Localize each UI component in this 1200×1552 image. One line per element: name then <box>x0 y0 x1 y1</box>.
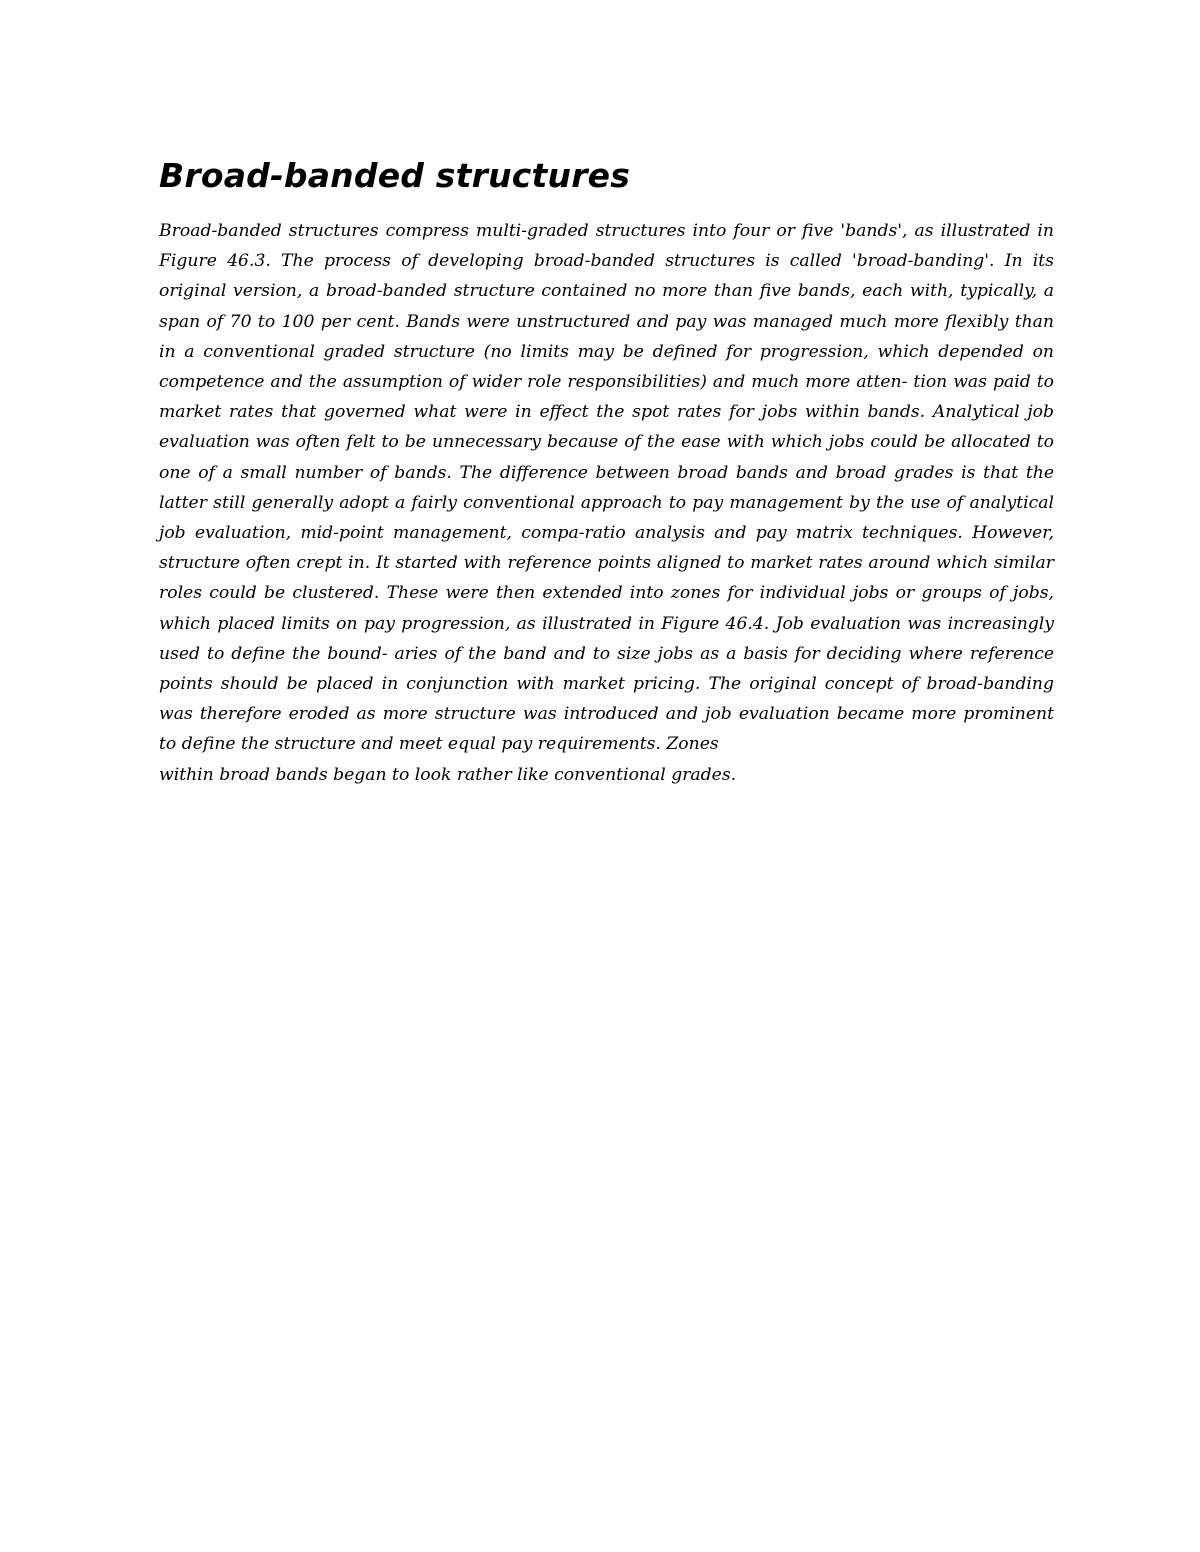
body-paragraph-final-line: within broad bands began to look rather like conventional grades. <box>159 764 737 785</box>
section-heading: Broad-banded structures <box>159 156 631 195</box>
body-paragraph: Broad-banded structures compress multi-graded structures into four or five 'bands', as illustrated in Figure 46.3. The process of developing broad-banded structures is called 'broad-banding'. In its original version, a broad-banded structure contained no more than five bands, each with, typically, a span of 70 to 100 per cent. Bands were unstructured and pay was managed much more flexibly than in a conventional graded structure (no limits may be defined for progression, which depended on competence and the assumption of wider role responsibilities) and much more atten- tion was paid to market rates that governed what were in effect the spot rates for jobs within bands. Analytical job evaluation was often felt to be unnecessary because of the ease with which jobs could be allocated to one of a small number of bands. The difference between broad bands and broad grades is that the latter still generally adopt a fairly conventional approach to pay management by the use of analytical job evaluation, mid-point management, compa-ratio analysis and pay matrix techniques. However, structure often crept in. It started with reference points aligned to market rates around which similar roles could be clustered. These were then extended into zones for individual jobs or groups of jobs, which placed limits on pay progression, as illustrated in Figure 46.4. Job evaluation was increasingly used to define the bound- aries of the band and to size jobs as a basis for deciding where reference points should be placed in conjunction with market pricing. The original concept of broad-banding was therefore eroded as more structure was introduced and job evaluation became more prominent to define the structure and meet equal pay requirements. Zones <box>159 221 1054 755</box>
document-body <box>159 150 1054 790</box>
